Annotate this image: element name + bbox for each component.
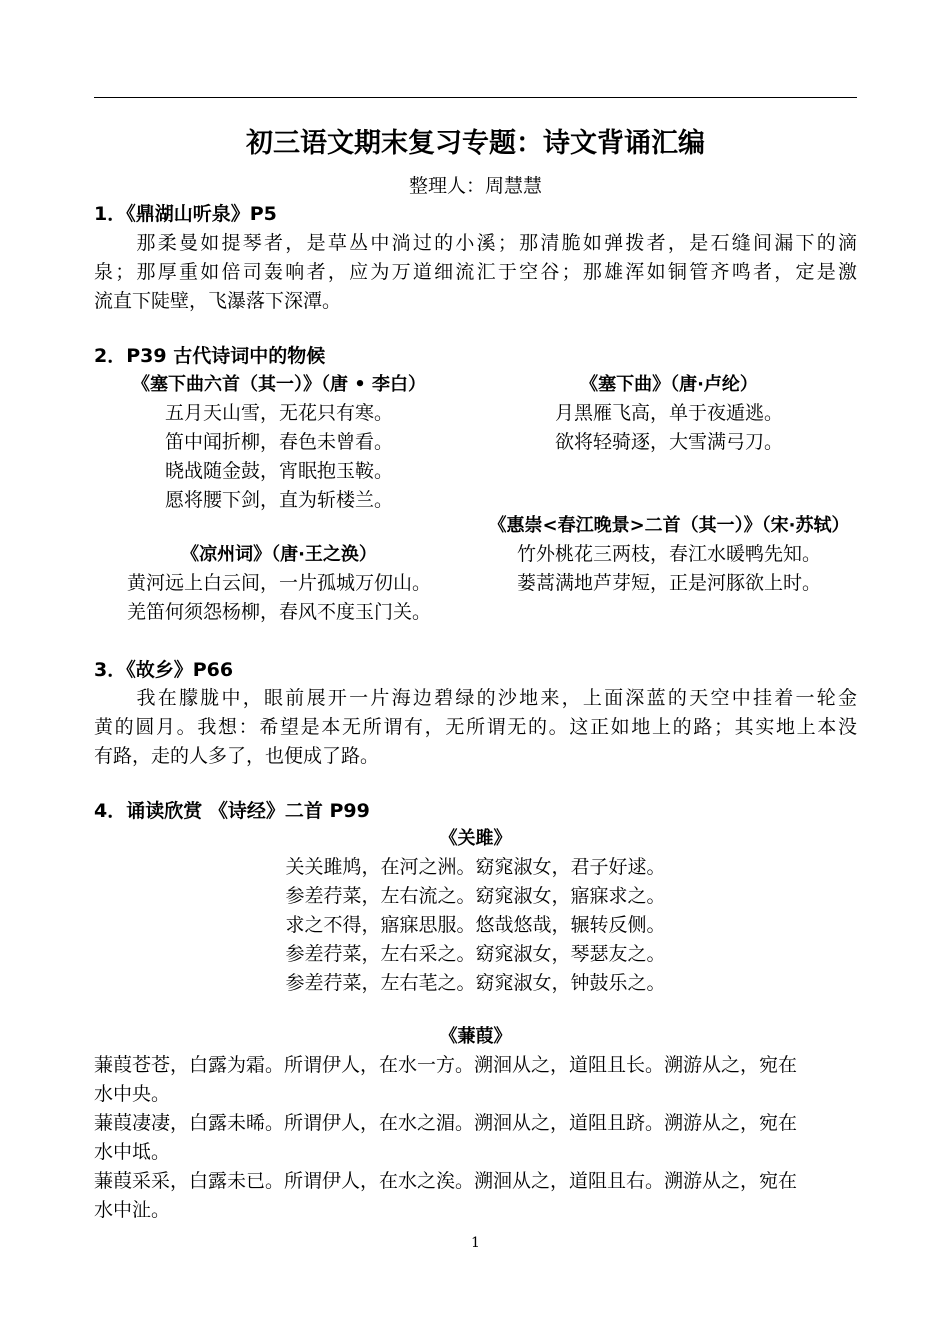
text-line: 流直下陡壁，飞瀑落下深潭。 [94,290,342,312]
poem-huichong [484,511,854,598]
poem-line: 欲将轻骑逐，大雪满弓刀。 [554,431,783,453]
text-line: 有路，走的人多了，也便成了路。 [94,745,380,767]
poem-title: 《关雎》 [439,828,512,849]
section-1-heading: 1．《鼎湖山听泉》P5 [94,203,277,225]
poem-title: 《凉州词》（唐·王之涣） [181,544,377,565]
poem-line: 参差荇菜，左右采之。窈窕淑女，琴瑟友之。 [285,943,666,965]
poem-jianjia-body [94,1051,857,1225]
poem-line: 羌笛何须怨杨柳，春风不度玉门关。 [126,601,431,623]
poem-line: 月黑雁飞高，单于夜遁逃。 [554,402,783,424]
document-title: 初三语文期末复习专题：诗文背诵汇编 [246,128,705,159]
text-line: 我在朦胧中，眼前展开一片海边碧绿的沙地来，上面深蓝的天空中挂着一轮金 [94,687,857,709]
poem-line: 参差荇菜，左右流之。窈窕淑女，寤寐求之。 [285,885,666,907]
poem-line: 蒌蒿满地芦芽短，正是河豚欲上时。 [516,572,821,594]
poem-line: 水中坻。 [94,1141,171,1163]
poem-line: 蒹葭采采，白露未已。所谓伊人，在水之涘。溯洄从之，道阻且右。溯游从之，宛在 [94,1170,798,1192]
poem-title: 《惠崇<春江晚景>二首（其一）》（宋·苏轼） [488,515,850,536]
section-3-paragraph [94,684,857,771]
poem-line: 水中央。 [94,1083,171,1105]
poem-saixiaqu-libai [94,370,464,515]
byline: 整理人：周慧慧 [408,175,542,197]
document-page [94,0,857,1342]
poem-liangzhouci [94,540,464,627]
text-line: 泉；那厚重如倍司轰响者，应为万道细流汇于空谷；那雄浑如铜管齐鸣者，定是激 [94,261,857,283]
section-1-paragraph [94,229,857,316]
text-line: 那柔曼如提琴者，是草丛中淌过的小溪；那清脆如弹拨者，是石缝间漏下的滴 [94,232,857,254]
section-2-heading: 2．P39 古代诗词中的物候 [94,345,326,367]
poem-line: 蒹葭苍苍，白露为霜。所谓伊人，在水一方。溯洄从之，道阻且长。溯游从之，宛在 [94,1054,798,1076]
poem-guanju [94,824,857,998]
poem-line: 愿将腰下剑，直为斩楼兰。 [164,489,393,511]
poem-line: 蒹葭凄凄，白露未晞。所谓伊人，在水之湄。溯洄从之，道阻且跻。溯游从之，宛在 [94,1112,798,1134]
poem-line: 参差荇菜，左右芼之。窈窕淑女，钟鼓乐之。 [285,972,666,994]
poem-title: 《塞下曲》（唐·卢纶） [580,374,758,395]
poem-line: 黄河远上白云间，一片孤城万仞山。 [126,572,431,594]
poem-line: 关关雎鸠，在河之洲。窈窕淑女，君子好逑。 [285,856,666,878]
section-3-heading: 3．《故乡》P66 [94,659,234,681]
text-line: 黄的圆月。我想：希望是本无所谓有，无所谓无的。这正如地上的路；其实地上本没 [94,716,857,738]
poem-title: 《塞下曲六首（其一）》（唐 • 李白） [131,374,427,395]
poem-line: 求之不得，寤寐思服。悠哉悠哉，辗转反侧。 [285,914,666,936]
poem-saixiaqu-lulun [484,370,854,457]
page-number: 1 [471,1235,480,1251]
poem-line: 笛中闻折柳，春色未曾看。 [164,431,393,453]
poem-line: 竹外桃花三两枝，春江水暖鸭先知。 [516,543,821,565]
poem-title: 《蒹葭》 [439,1026,512,1047]
poem-line: 晓战随金鼓，宵眠抱玉鞍。 [164,460,393,482]
section-4-heading: 4．诵读欣赏 《诗经》二首 P99 [94,800,370,822]
poem-line: 水中沚。 [94,1199,171,1221]
header-rule [94,97,857,98]
poem-line: 五月天山雪，无花只有寒。 [164,402,393,424]
poem-jianjia-title-wrap [94,1022,857,1051]
